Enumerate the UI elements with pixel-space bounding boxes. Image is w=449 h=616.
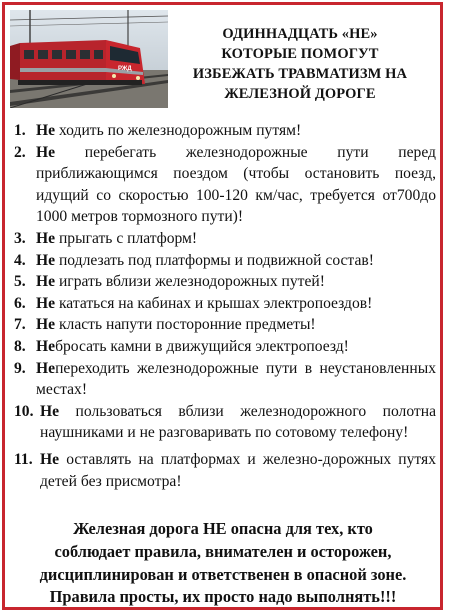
rule-number: 7. [14, 316, 26, 334]
rule-number: 4. [14, 251, 26, 269]
rule-text: бросать камни в движущийся электропоезд! [55, 337, 349, 355]
rule-number: 11. [14, 450, 33, 468]
rule-item [14, 120, 436, 142]
rule-ne: Не [36, 273, 56, 291]
rule-ne: Не [36, 359, 56, 377]
rule-number: 10. [14, 402, 34, 420]
footer-line: Железная дорога НЕ опасна для тех, кто [73, 519, 373, 538]
rule-text: пользоваться вблизи железнодорожного полотна наушниками и не разговаривать по сотовому телефону! [40, 402, 436, 442]
rule-number: 3. [14, 229, 26, 247]
title-line: ОДИННАДЦАТЬ «НЕ» [222, 26, 378, 42]
rule-item [14, 401, 436, 444]
rule-text: оставлять на платформах и железно-дорожных путях детей без присмотра! [40, 450, 436, 490]
footer-line: соблюдает правила, внимателен и осторожен, [54, 541, 392, 561]
rule-text: прыгать с платформ! [55, 229, 198, 247]
title-line: ИЗБЕЖАТЬ ТРАВМАТИЗМ НА [192, 66, 408, 82]
poster-footer [6, 518, 440, 609]
rule-text: кататься на кабинах и крышах электропоездов! [55, 294, 373, 312]
rule-item [14, 142, 436, 228]
rule-ne: Не [36, 316, 56, 334]
title-line: КОТОРЫЕ ПОМОГУТ [221, 46, 379, 62]
rule-ne: Не [40, 402, 60, 420]
rule-item [14, 228, 436, 250]
title-line: ЖЕЛЕЗНОЙ ДОРОГЕ [224, 86, 376, 102]
rule-text: ходить по железнодорожным путям! [55, 122, 302, 139]
rule-number: 2. [14, 143, 26, 161]
train-photo [10, 10, 168, 108]
rule-number: 9. [14, 359, 26, 377]
rule-ne: Не [36, 294, 56, 312]
rule-ne: Не [40, 450, 60, 468]
rule-item [14, 271, 436, 293]
rule-text: перебегать железнодорожные пути перед приближающимся поездом (чтобы остановить поезд, идущий со скоростью 100-120 км/час, требуется от700до 1000 метров тормозного пути)! [36, 143, 436, 226]
footer-line: дисциплинирован и ответственен в опасной зоне. [39, 564, 407, 584]
rule-item [14, 250, 436, 272]
rule-item [14, 293, 436, 315]
rule-text: переходить железнодорожные пути в неустановленных местах! [36, 359, 436, 399]
rule-item [14, 358, 436, 401]
rule-ne: Не [36, 229, 56, 247]
rule-ne: Не [36, 122, 56, 139]
rule-text: класть напути посторонние предметы! [55, 316, 316, 334]
rule-number: 8. [14, 337, 26, 355]
rule-number: 5. [14, 273, 26, 291]
rule-ne: Не [36, 251, 56, 269]
rule-ne: Не [36, 143, 56, 161]
footer-line: Правила просты, их просто надо выполнять!!! [49, 587, 397, 607]
rule-ne: Не [36, 337, 56, 355]
poster-title [176, 24, 424, 104]
rule-item [14, 336, 436, 358]
rules-list [14, 120, 436, 492]
rule-number: 6. [14, 294, 26, 312]
rule-item [14, 314, 436, 336]
rule-number: 1. [14, 122, 26, 139]
rule-item [14, 449, 436, 492]
rule-text: подлезать под платформы и подвижной состав! [55, 251, 374, 269]
rule-text: играть вблизи железнодорожных путей! [55, 273, 325, 291]
rzd-logo: РЖД [118, 66, 132, 72]
